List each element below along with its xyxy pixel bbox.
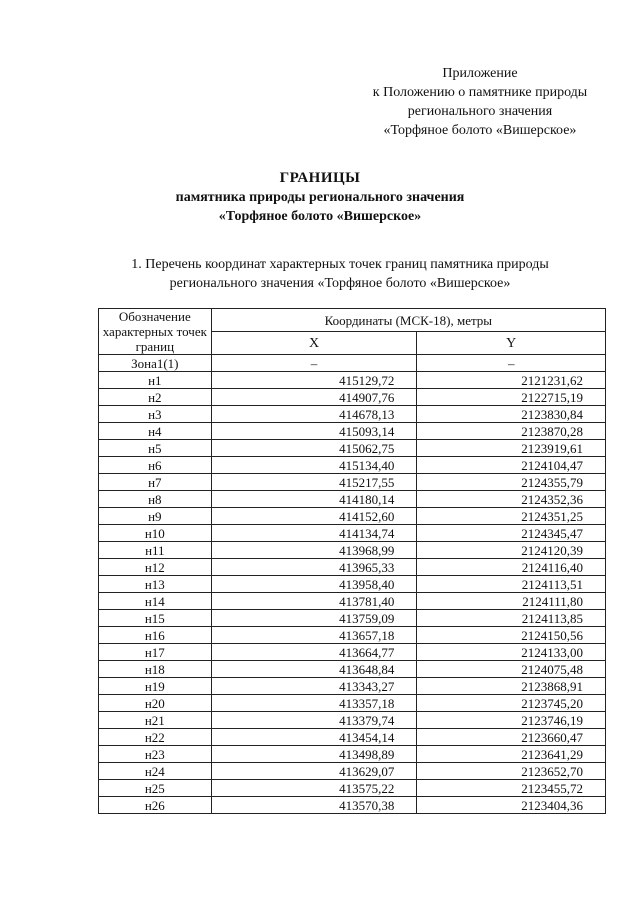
table-row [99,559,606,576]
cell-x: 415129,72 [211,372,417,389]
cell-x: 413575,22 [211,780,417,797]
point-name: н23 [99,746,212,763]
cell-y: 2124111,80 [417,593,606,610]
cell-y: 2122715,19 [417,389,606,406]
table-row [99,576,606,593]
cell-x: 413664,77 [211,644,417,661]
table-row [99,406,606,423]
cell-x: 413379,74 [211,712,417,729]
table-row [99,729,606,746]
table-row [99,678,606,695]
cell-y: 2124351,25 [417,508,606,525]
cell-y: 2123652,70 [417,763,606,780]
table-row [99,508,606,525]
cell-x: 413759,09 [211,610,417,627]
table-row [99,610,606,627]
table-row [99,712,606,729]
header-y: Y [417,332,606,355]
header-point: Обозначение характерных точек границ [99,309,212,355]
point-name: н15 [99,610,212,627]
cell-x: 413629,07 [211,763,417,780]
section-line-1: 1. Перечень координат характерных точек границ памятника природы [131,257,549,272]
cell-x: 414152,60 [211,508,417,525]
cell-y: 2124113,51 [417,576,606,593]
zone-name: Зона1(1) [99,355,212,372]
appendix-line-3: регионального значения [407,104,553,119]
cell-y: 2123455,72 [417,780,606,797]
table-row [99,780,606,797]
cell-y: 2123919,61 [417,440,606,457]
cell-y: 2123745,20 [417,695,606,712]
point-name: н1 [99,372,212,389]
table-row [99,474,606,491]
cell-x: 414134,74 [211,525,417,542]
cell-y: 2123746,19 [417,712,606,729]
point-name: н11 [99,542,212,559]
point-name: н4 [99,423,212,440]
cell-x: 413357,18 [211,695,417,712]
cell-y: 2124352,36 [417,491,606,508]
cell-x: 415062,75 [211,440,417,457]
table-row [99,542,606,559]
zone-x: – [211,355,417,372]
cell-x: 414678,13 [211,406,417,423]
cell-x: 414180,14 [211,491,417,508]
point-name: н12 [99,559,212,576]
cell-x: 413968,99 [211,542,417,559]
point-name: н17 [99,644,212,661]
cell-x: 413958,40 [211,576,417,593]
table-row [99,525,606,542]
table-row [99,593,606,610]
table-row [99,440,606,457]
zone-y: – [417,355,606,372]
point-name: н22 [99,729,212,746]
cell-y: 2123830,84 [417,406,606,423]
cell-y: 2124075,48 [417,661,606,678]
point-name: н6 [99,457,212,474]
coordinates-table [98,308,606,814]
point-name: н7 [99,474,212,491]
appendix-header [330,64,630,140]
cell-x: 413965,33 [211,559,417,576]
point-name: н2 [99,389,212,406]
point-name: н10 [99,525,212,542]
cell-x: 413498,89 [211,746,417,763]
point-name: н19 [99,678,212,695]
cell-y: 2121231,62 [417,372,606,389]
point-name: н20 [99,695,212,712]
cell-y: 2123870,28 [417,423,606,440]
cell-y: 2124116,40 [417,559,606,576]
cell-x: 415134,40 [211,457,417,474]
document-title [0,168,640,226]
point-name: н8 [99,491,212,508]
appendix-line-1: Приложение [442,66,518,81]
table-row [99,423,606,440]
point-name: н13 [99,576,212,593]
table-row [99,797,606,814]
table-row [99,695,606,712]
table-row [99,372,606,389]
table-row [99,389,606,406]
point-name: н9 [99,508,212,525]
cell-x: 413570,38 [211,797,417,814]
table-row [99,457,606,474]
cell-x: 414907,76 [211,389,417,406]
table-row [99,644,606,661]
point-name: н16 [99,627,212,644]
point-name: н18 [99,661,212,678]
cell-y: 2123660,47 [417,729,606,746]
appendix-line-4: «Торфяное болото «Вишерское» [383,123,577,138]
cell-x: 415093,14 [211,423,417,440]
title-sub-2: «Торфяное болото «Вишерское» [218,209,422,224]
cell-y: 2123868,91 [417,678,606,695]
table-row [99,661,606,678]
title-main: ГРАНИЦЫ [279,170,361,186]
cell-x: 415217,55 [211,474,417,491]
table-row [99,746,606,763]
cell-y: 2124150,56 [417,627,606,644]
header-x: X [211,332,417,355]
point-name: н24 [99,763,212,780]
cell-y: 2124120,39 [417,542,606,559]
appendix-line-2: к Положению о памятнике природы [372,85,588,100]
point-name: н25 [99,780,212,797]
point-name: н26 [99,797,212,814]
cell-y: 2123641,29 [417,746,606,763]
cell-x: 413657,18 [211,627,417,644]
cell-x: 413454,14 [211,729,417,746]
zone-row [99,355,606,372]
point-name: н5 [99,440,212,457]
table-row [99,763,606,780]
header-coordinates: Координаты (МСК-18), метры [211,309,605,332]
cell-x: 413781,40 [211,593,417,610]
cell-y: 2124104,47 [417,457,606,474]
table-row [99,491,606,508]
cell-y: 2124133,00 [417,644,606,661]
cell-y: 2124355,79 [417,474,606,491]
table-row [99,627,606,644]
point-name: н14 [99,593,212,610]
cell-y: 2123404,36 [417,797,606,814]
table-body [99,355,606,814]
title-sub-1: памятника природы регионального значения [175,190,465,205]
cell-y: 2124113,85 [417,610,606,627]
cell-x: 413648,84 [211,661,417,678]
cell-x: 413343,27 [211,678,417,695]
cell-y: 2124345,47 [417,525,606,542]
section-heading [60,255,620,293]
point-name: н21 [99,712,212,729]
point-name: н3 [99,406,212,423]
section-line-2: регионального значения «Торфяное болото «Вишерское» [169,276,511,291]
